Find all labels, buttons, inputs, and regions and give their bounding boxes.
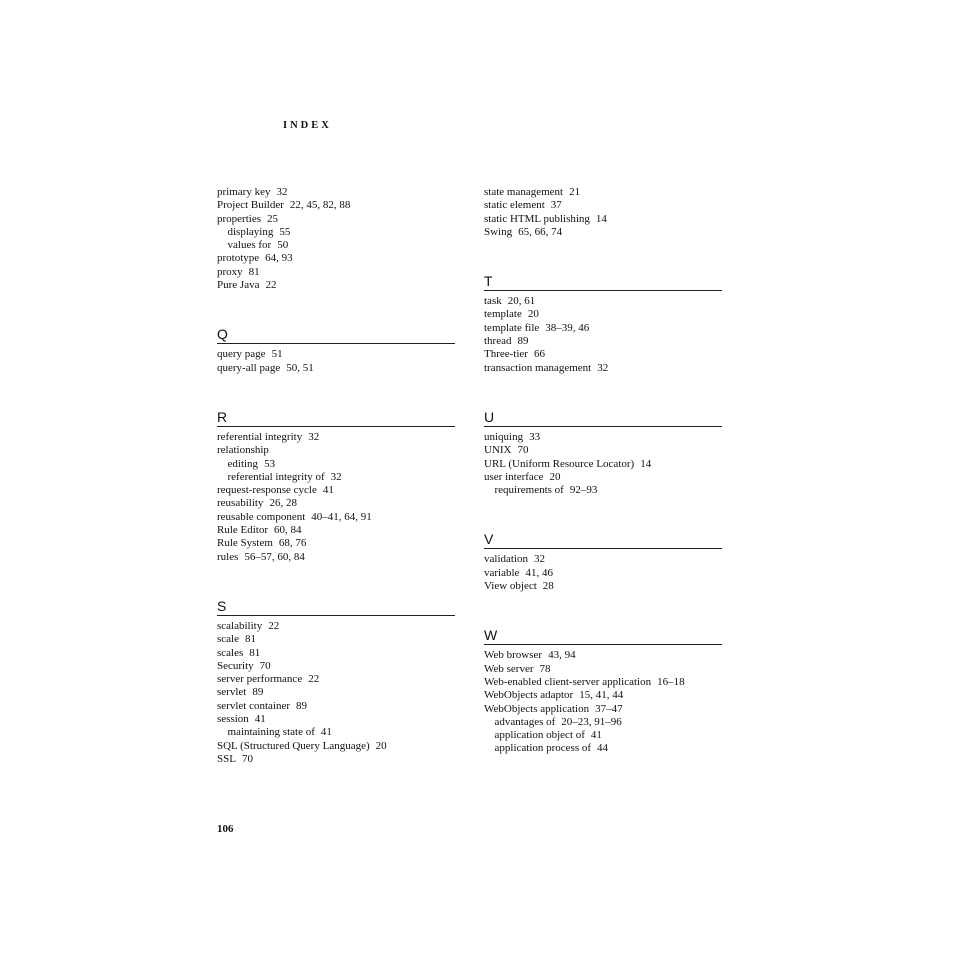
index-entry: [217, 537, 455, 550]
index-section: [217, 409, 455, 564]
index-section: [484, 409, 722, 497]
section-letter: T: [484, 273, 493, 290]
index-section: [484, 531, 722, 593]
entry-term: template file: [484, 321, 540, 334]
entry-pages: 22: [268, 619, 280, 632]
index-entry: [217, 266, 455, 279]
index-entry: [217, 497, 455, 510]
index-subentry: [217, 471, 455, 484]
entry-pages: 14: [595, 212, 607, 225]
section-letter: S: [217, 597, 227, 614]
entry-term: reusable component: [217, 510, 306, 523]
entry-term: relationship: [217, 444, 269, 457]
entry-pages: 56–57, 60, 84: [244, 550, 305, 563]
entry-term: displaying: [227, 225, 274, 238]
entry-term: query page: [217, 348, 266, 361]
entry-term: uniquing: [484, 430, 524, 443]
index-entry: [484, 444, 722, 457]
entry-term: UNIX: [484, 444, 512, 457]
entry-pages: 81: [248, 265, 260, 278]
index-entry: [217, 647, 455, 660]
entry-pages: 41: [254, 713, 266, 726]
entry-term: prototype: [217, 252, 260, 265]
entry-term: template: [484, 308, 522, 321]
entry-term: servlet: [217, 686, 247, 699]
entry-term: Rule Editor: [217, 524, 269, 537]
index-entry: [484, 226, 722, 239]
section-divider: [484, 644, 722, 645]
section-divider: [484, 290, 722, 291]
index-entry: [217, 199, 455, 212]
index-entry: [484, 213, 722, 226]
index-entry: [484, 295, 722, 308]
entry-pages: 41: [320, 726, 332, 739]
entry-term: application process of: [494, 742, 592, 755]
entry-term: advantages of: [494, 715, 556, 728]
entry-pages: 60, 84: [274, 524, 302, 537]
entry-pages: 81: [244, 633, 256, 646]
entry-term: request-response cycle: [217, 484, 317, 497]
entry-pages: 32: [308, 430, 320, 443]
index-section: [484, 273, 722, 375]
index-entry: [484, 322, 722, 335]
entry-pages: 15, 41, 44: [579, 689, 624, 702]
index-entry: [484, 199, 722, 212]
entry-pages: 32: [597, 361, 609, 374]
entry-pages: 38–39, 46: [545, 321, 590, 334]
index-subentry: [484, 484, 722, 497]
entry-term: task: [484, 295, 502, 308]
section-letter: R: [217, 408, 228, 425]
entry-pages: 22: [265, 279, 277, 292]
index-section: [217, 598, 455, 766]
index-entry: [484, 186, 722, 199]
index-entry: [484, 580, 722, 593]
entry-term: URL (Uniform Resource Locator): [484, 457, 635, 470]
entry-term: View object: [484, 580, 537, 593]
index-entry: [484, 335, 722, 348]
index-entry: [484, 689, 722, 702]
entry-pages: 81: [249, 646, 261, 659]
entry-pages: 55: [279, 225, 291, 238]
index-entry: [484, 471, 722, 484]
entry-term: Rule System: [217, 537, 273, 550]
index-subentry: [217, 239, 455, 252]
entry-pages: 51: [271, 348, 283, 361]
index-entry: [217, 279, 455, 292]
index-entry: [217, 186, 455, 199]
entry-pages: 41: [322, 484, 334, 497]
entry-pages: 25: [266, 212, 278, 225]
entry-pages: 70: [259, 659, 271, 672]
entry-pages: 41: [590, 729, 602, 742]
index-section: [217, 186, 455, 292]
entry-term: scales: [217, 646, 244, 659]
index-entry: [484, 649, 722, 662]
entry-pages: 20–23, 91–96: [561, 715, 622, 728]
index-entry: [484, 362, 722, 375]
entry-term: SQL (Structured Query Language): [217, 739, 370, 752]
section-letter: W: [484, 627, 498, 644]
index-subentry: [217, 226, 455, 239]
section-divider: [217, 343, 455, 344]
entry-pages: 92–93: [569, 484, 598, 497]
entry-term: Swing: [484, 225, 513, 238]
section-letter: U: [484, 408, 495, 425]
index-entry: [217, 551, 455, 564]
entry-pages: 41, 46: [525, 566, 553, 579]
index-entry: [217, 252, 455, 265]
page-number: 106: [217, 823, 234, 835]
entry-term: proxy: [217, 265, 243, 278]
entry-pages: 78: [539, 662, 551, 675]
index-entry: [484, 676, 722, 689]
index-subentry: [484, 729, 722, 742]
entry-pages: 43, 94: [548, 649, 576, 662]
entry-pages: 66: [533, 348, 545, 361]
entry-term: session: [217, 713, 249, 726]
entry-pages: 22, 45, 82, 88: [289, 199, 351, 212]
entry-term: transaction management: [484, 361, 592, 374]
entry-pages: 70: [517, 444, 529, 457]
index-section: [484, 627, 722, 755]
entry-pages: 37: [550, 199, 562, 212]
section-divider: [484, 426, 722, 427]
index-entry: [217, 633, 455, 646]
section-divider: [217, 426, 455, 427]
index-entry: [484, 431, 722, 444]
index-entry: [217, 444, 455, 457]
index-subentry: [484, 716, 722, 729]
entry-term: referential integrity of: [227, 470, 325, 483]
index-entry: [217, 431, 455, 444]
entry-term: servlet container: [217, 699, 290, 712]
index-entry: [217, 753, 455, 766]
entry-pages: 33: [529, 430, 541, 443]
entry-pages: 40–41, 64, 91: [311, 510, 372, 523]
entry-term: variable: [484, 566, 520, 579]
index-section: [217, 326, 455, 375]
entry-term: Pure Java: [217, 279, 260, 292]
entry-pages: 22: [308, 673, 320, 686]
entry-term: SSL: [217, 752, 236, 765]
entry-term: reusability: [217, 497, 264, 510]
entry-pages: 44: [597, 742, 609, 755]
index-subentry: [217, 726, 455, 739]
index-entry: [484, 458, 722, 471]
index-entry: [484, 308, 722, 321]
entry-term: scalability: [217, 619, 263, 632]
index-entry: [217, 362, 455, 375]
entry-pages: 89: [252, 686, 264, 699]
entry-term: state management: [484, 186, 564, 198]
entry-term: Web server: [484, 662, 534, 675]
entry-term: Security: [217, 659, 254, 672]
index-entry: [217, 511, 455, 524]
entry-pages: 68, 76: [278, 537, 307, 550]
entry-term: Project Builder: [217, 199, 284, 212]
entry-pages: 32: [276, 186, 288, 198]
entry-pages: 53: [264, 457, 276, 470]
entry-pages: 20, 61: [507, 295, 536, 308]
index-entry: [217, 484, 455, 497]
index-entry: [217, 620, 455, 633]
index-entry: [484, 567, 722, 580]
index-entry: [484, 553, 722, 566]
entry-pages: 89: [296, 699, 307, 712]
index-entry: [217, 713, 455, 726]
entry-pages: 50, 51: [286, 361, 314, 374]
entry-term: requirements of: [494, 484, 564, 497]
entry-term: Web-enabled client-server application: [484, 675, 652, 688]
running-head: INDEX: [283, 120, 332, 131]
entry-pages: 37–47: [595, 702, 623, 715]
entry-pages: 89: [517, 335, 529, 348]
index-subentry: [217, 458, 455, 471]
entry-pages: 65, 66, 74: [518, 225, 563, 238]
index-entry: [217, 348, 455, 361]
index-column-right: [484, 186, 722, 756]
entry-term: WebObjects adaptor: [484, 689, 574, 702]
index-entry: [484, 703, 722, 716]
entry-pages: 14: [640, 457, 652, 470]
entry-pages: 16–18: [657, 675, 685, 688]
entry-term: referential integrity: [217, 430, 303, 443]
index-entry: [217, 686, 455, 699]
entry-pages: 20: [527, 308, 539, 321]
entry-pages: 28: [542, 580, 554, 593]
index-subentry: [484, 742, 722, 755]
entry-term: values for: [227, 239, 272, 252]
entry-term: Three-tier: [484, 348, 528, 361]
entry-pages: 21: [569, 186, 581, 198]
index-entry: [217, 740, 455, 753]
index-column-left: [217, 186, 455, 766]
entry-term: properties: [217, 212, 261, 225]
entry-term: rules: [217, 550, 239, 563]
entry-term: primary key: [217, 186, 271, 198]
section-divider: [217, 615, 455, 616]
entry-pages: 70: [241, 752, 253, 765]
entry-term: Web browser: [484, 649, 543, 662]
entry-term: scale: [217, 633, 239, 646]
section-letter: Q: [217, 326, 228, 343]
entry-pages: 64, 93: [265, 252, 293, 265]
index-entry: [217, 673, 455, 686]
entry-term: editing: [227, 457, 259, 470]
entry-term: user interface: [484, 470, 544, 483]
entry-term: maintaining state of: [227, 726, 315, 739]
index-entry: [217, 213, 455, 226]
entry-term: application object of: [494, 729, 585, 742]
index-section: [484, 186, 722, 239]
entry-term: server performance: [217, 673, 303, 686]
index-entry: [217, 700, 455, 713]
entry-term: query-all page: [217, 361, 281, 374]
entry-pages: 32: [534, 553, 545, 566]
index-entry: [217, 660, 455, 673]
entry-pages: 20: [549, 470, 561, 483]
section-letter: V: [484, 531, 494, 548]
entry-pages: 26, 28: [269, 497, 297, 510]
entry-term: static element: [484, 199, 545, 212]
entry-pages: 32: [330, 470, 342, 483]
entry-term: WebObjects application: [484, 702, 590, 715]
index-entry: [484, 663, 722, 676]
entry-term: thread: [484, 335, 512, 348]
entry-pages: 20: [375, 739, 387, 752]
entry-pages: 50: [277, 239, 289, 252]
entry-term: static HTML publishing: [484, 212, 590, 225]
section-divider: [484, 548, 722, 549]
index-entry: [484, 348, 722, 361]
entry-term: validation: [484, 553, 528, 566]
index-entry: [217, 524, 455, 537]
